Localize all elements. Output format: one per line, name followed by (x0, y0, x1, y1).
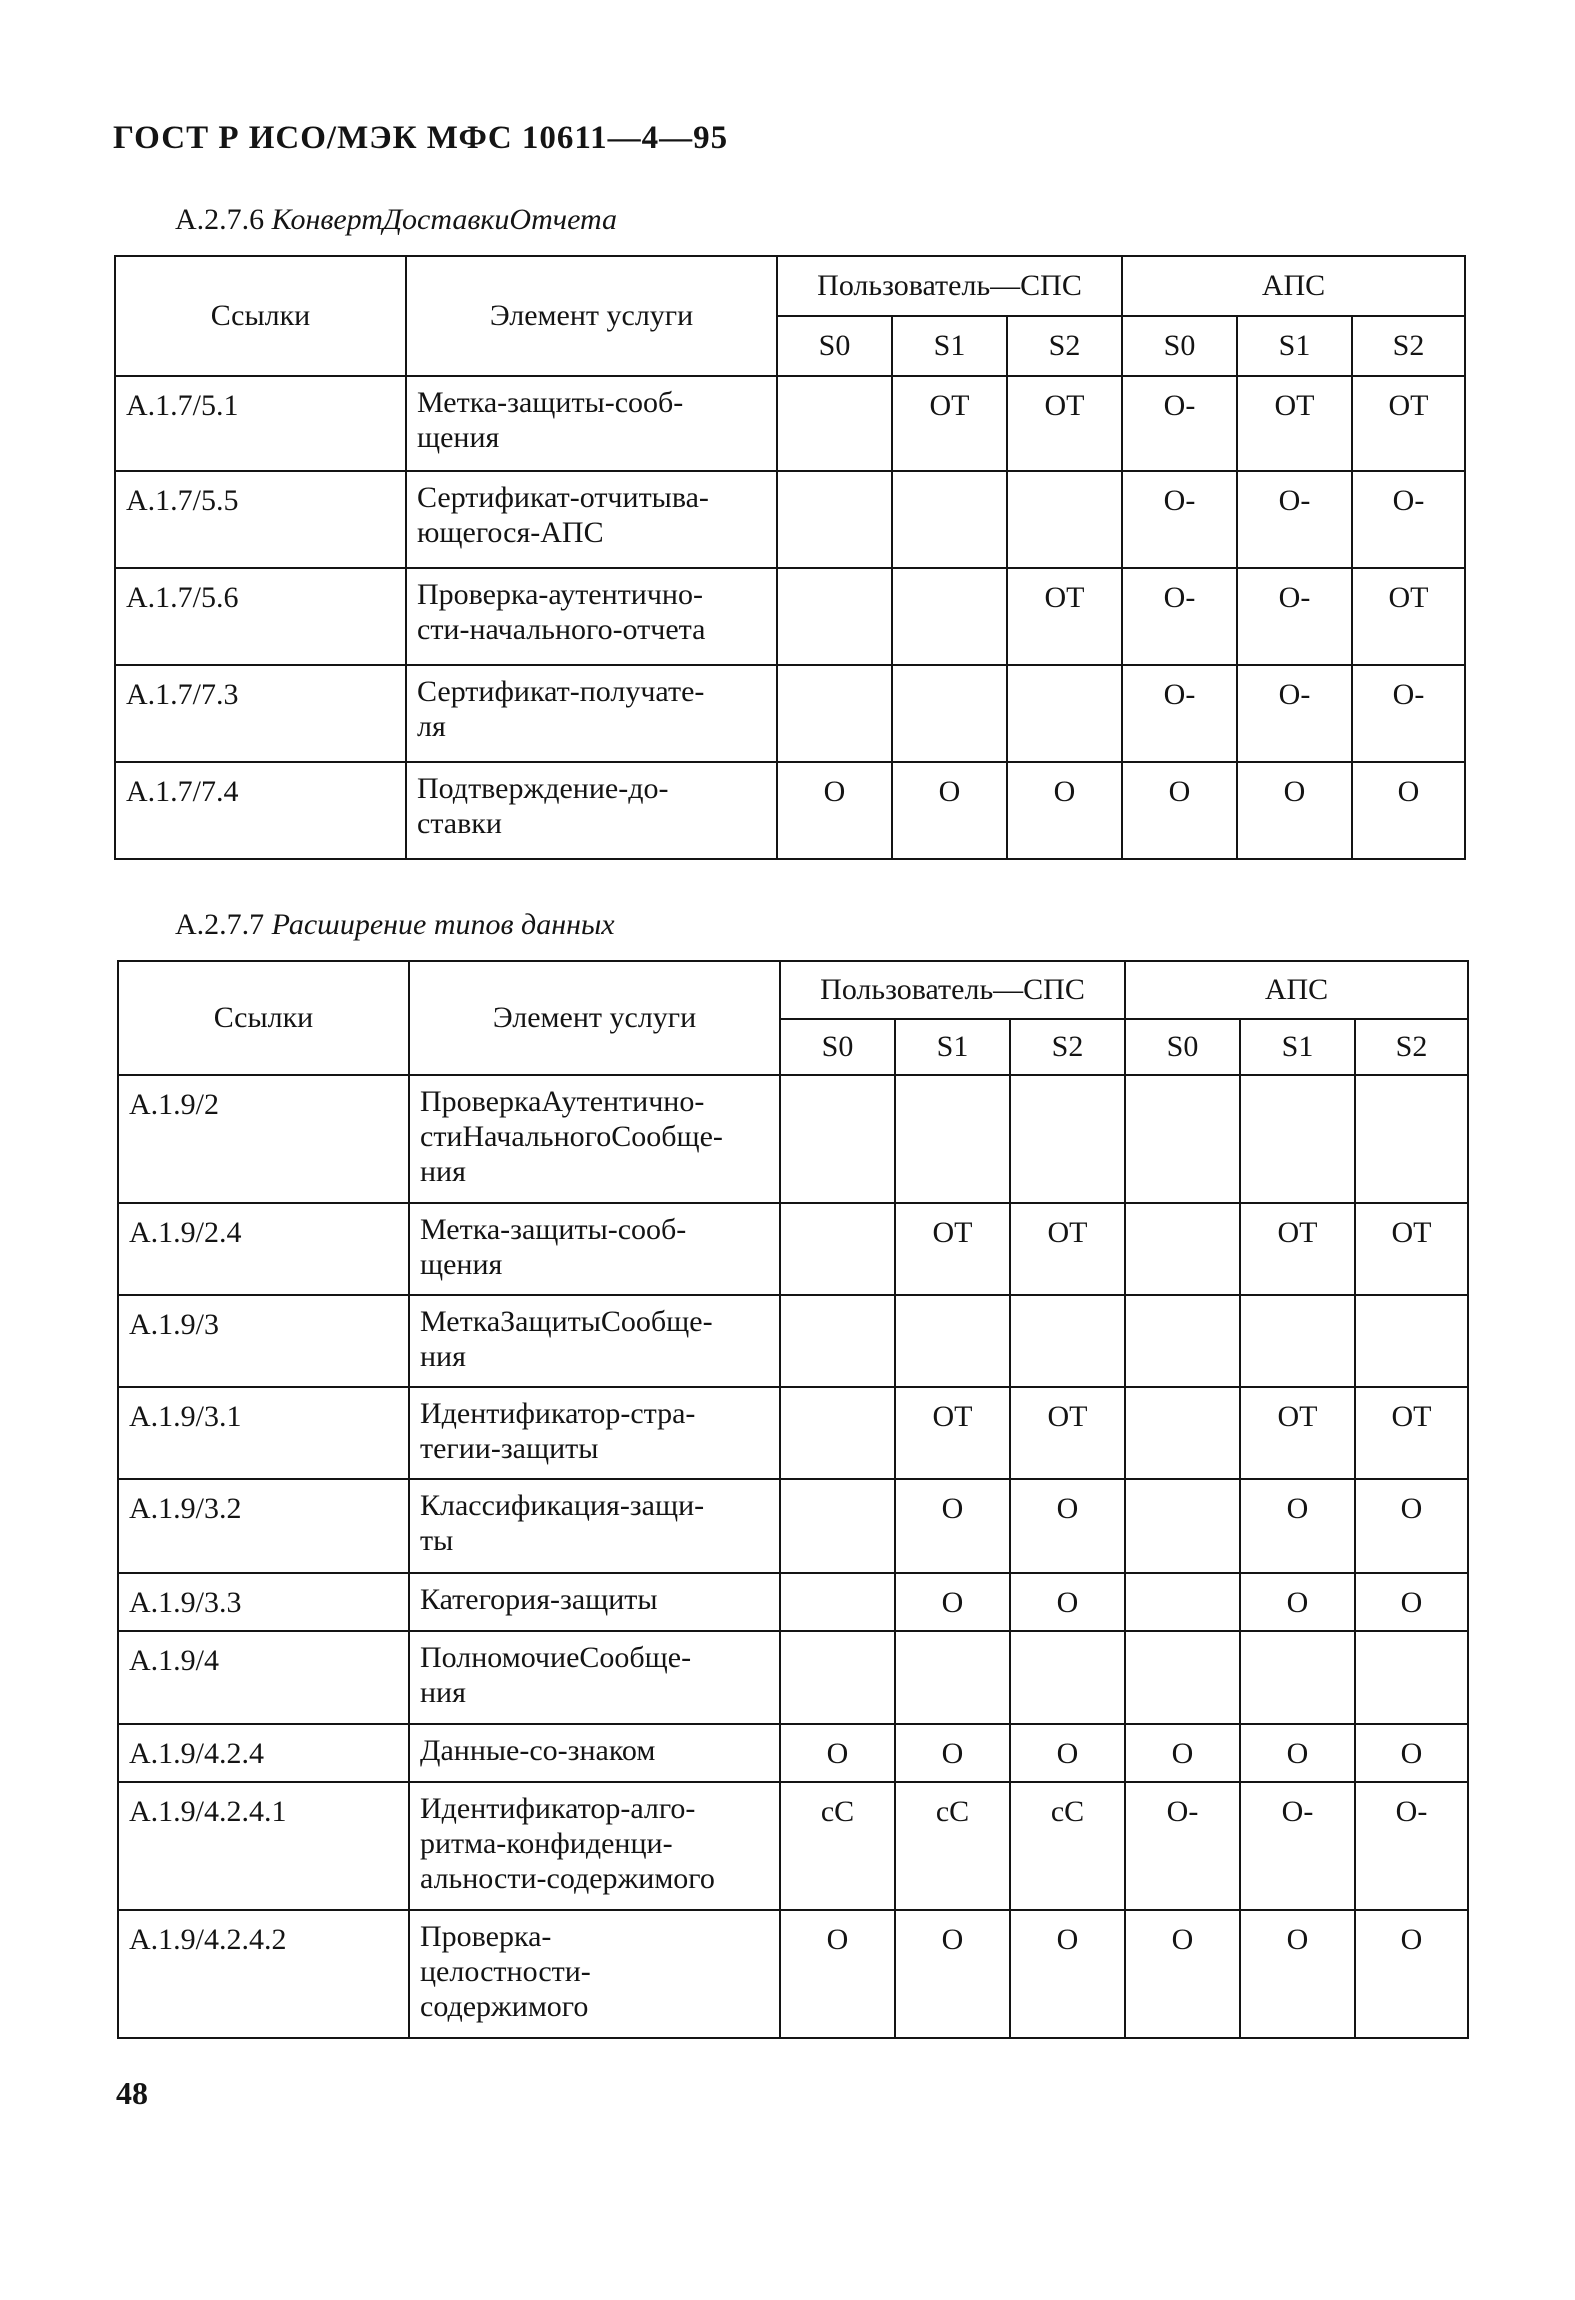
row-ref: А.1.9/3.3 (118, 1573, 409, 1631)
header-sub: S0 (780, 1019, 895, 1075)
row-value: О- (1237, 665, 1352, 762)
table-row (118, 1724, 1468, 1782)
row-value: О (1355, 1479, 1468, 1573)
table-row (118, 1631, 1468, 1724)
element-line: Метка-защиты-сооб- (420, 1213, 687, 1246)
table-row (118, 1295, 1468, 1387)
header-sub: S1 (892, 316, 1007, 376)
row-value (1125, 1573, 1240, 1631)
element-line: сти-начального-отчета (417, 613, 706, 646)
element-line: ля (417, 710, 446, 743)
row-value (780, 1573, 895, 1631)
row-element (406, 376, 777, 471)
page-number: 48 (116, 2075, 148, 2111)
row-value (892, 665, 1007, 762)
row-element (409, 1203, 780, 1295)
table2-number: А.2.7.7 (175, 908, 265, 941)
row-value: ОТ (1237, 376, 1352, 471)
row-value: О- (1122, 471, 1237, 568)
header-sub: S1 (895, 1019, 1010, 1075)
row-value: О- (1352, 471, 1465, 568)
row-value (777, 471, 892, 568)
row-ref: А.1.7/5.5 (115, 471, 406, 568)
row-ref: А.1.7/5.6 (115, 568, 406, 665)
table-row (115, 762, 1465, 859)
element-line: щения (417, 421, 500, 454)
header-sub: S0 (1122, 316, 1237, 376)
row-value (780, 1075, 895, 1203)
table-row (118, 1910, 1468, 2038)
row-value: О (1010, 1724, 1125, 1782)
row-element (409, 1573, 780, 1631)
table-row (118, 1075, 1468, 1203)
element-line: Категория-защиты (420, 1583, 658, 1616)
row-value: ОТ (1355, 1203, 1468, 1295)
element-line: Метка-защиты-сооб- (417, 386, 684, 419)
row-ref: А.1.7/5.1 (115, 376, 406, 471)
row-element (409, 1075, 780, 1203)
table1-number: А.2.7.6 (175, 203, 265, 236)
row-ref: А.1.9/4.2.4 (118, 1724, 409, 1782)
element-line: тегии-защиты (420, 1432, 599, 1465)
row-value: ОТ (1355, 1387, 1468, 1479)
table-row (115, 568, 1465, 665)
element-line: Данные-со-знаком (420, 1734, 656, 1767)
row-value: О (1125, 1724, 1240, 1782)
row-value: О (1237, 762, 1352, 859)
element-line: щения (420, 1248, 503, 1281)
table-row (118, 1782, 1468, 1910)
header-group-aps: АПС (1125, 961, 1468, 1019)
element-line: ния (420, 1340, 466, 1373)
row-element (409, 1782, 780, 1910)
table-row (118, 1387, 1468, 1479)
element-line: содержимого (420, 1990, 589, 2023)
element-line: альности-содержимого (420, 1862, 715, 1895)
row-value (895, 1295, 1010, 1387)
element-line: Проверка-аутентично- (417, 578, 703, 611)
row-element (406, 762, 777, 859)
header-group-user: Пользователь—СПС (780, 961, 1125, 1019)
row-value (1010, 1631, 1125, 1724)
row-value (1125, 1203, 1240, 1295)
row-value: О (1355, 1724, 1468, 1782)
row-value: О- (1122, 376, 1237, 471)
row-value: ОТ (1240, 1387, 1355, 1479)
row-value: ОТ (892, 376, 1007, 471)
element-line: ритма-конфиденци- (420, 1827, 673, 1860)
row-value (780, 1203, 895, 1295)
row-element (409, 1910, 780, 2038)
row-value (1125, 1075, 1240, 1203)
header-sub: S0 (777, 316, 892, 376)
row-value: сС (1010, 1782, 1125, 1910)
row-value: ОТ (1352, 568, 1465, 665)
header-element: Элемент услуги (406, 256, 777, 376)
row-value (1240, 1631, 1355, 1724)
table-row (118, 1479, 1468, 1573)
header-sub: S2 (1352, 316, 1465, 376)
row-element (406, 471, 777, 568)
header-sub: S1 (1237, 316, 1352, 376)
row-value: О (780, 1910, 895, 2038)
row-value: ОТ (1007, 568, 1122, 665)
row-value: О (1240, 1724, 1355, 1782)
table2-caption (175, 908, 615, 942)
row-value: ОТ (895, 1387, 1010, 1479)
row-value (780, 1631, 895, 1724)
table-row (118, 1203, 1468, 1295)
element-line: Идентификатор-стра- (420, 1397, 696, 1430)
row-value (1240, 1075, 1355, 1203)
row-value (895, 1631, 1010, 1724)
header-sub: S0 (1125, 1019, 1240, 1075)
row-value (1125, 1387, 1240, 1479)
row-ref: А.1.7/7.3 (115, 665, 406, 762)
row-ref: А.1.9/2.4 (118, 1203, 409, 1295)
table-row (115, 376, 1465, 471)
row-value (780, 1479, 895, 1573)
row-value: О (895, 1573, 1010, 1631)
header-element: Элемент услуги (409, 961, 780, 1075)
row-value: О- (1237, 568, 1352, 665)
row-value: О- (1122, 665, 1237, 762)
row-value: О (780, 1724, 895, 1782)
row-value (1007, 665, 1122, 762)
row-value (777, 568, 892, 665)
row-value: О (1125, 1910, 1240, 2038)
row-value: сС (780, 1782, 895, 1910)
row-value (1125, 1295, 1240, 1387)
row-element (409, 1631, 780, 1724)
row-value (1010, 1295, 1125, 1387)
row-element (406, 665, 777, 762)
row-ref: А.1.9/4.2.4.1 (118, 1782, 409, 1910)
header-sub: S1 (1240, 1019, 1355, 1075)
header-refs: Ссылки (118, 961, 409, 1075)
row-ref: А.1.9/3 (118, 1295, 409, 1387)
page-header: ГОСТ Р ИСО/МЭК МФС 10611—4—95 (113, 120, 729, 156)
row-value: О- (1355, 1782, 1468, 1910)
element-line: Идентификатор-алго- (420, 1792, 696, 1825)
row-value (1010, 1075, 1125, 1203)
row-value: О (1010, 1573, 1125, 1631)
row-value (892, 568, 1007, 665)
row-value: О (892, 762, 1007, 859)
row-value: О (895, 1910, 1010, 2038)
row-value: ОТ (1010, 1387, 1125, 1479)
element-line: ПолномочиеСообще- (420, 1641, 692, 1674)
row-ref: А.1.9/2 (118, 1075, 409, 1203)
element-line: Классификация-защи- (420, 1489, 705, 1522)
row-element (409, 1724, 780, 1782)
element-line: ПроверкаАутентично- (420, 1085, 705, 1118)
row-element (409, 1295, 780, 1387)
element-line: целостности- (420, 1955, 591, 1988)
element-line: ния (420, 1155, 466, 1188)
row-ref: А.1.9/3.2 (118, 1479, 409, 1573)
row-value (777, 376, 892, 471)
row-value: О- (1240, 1782, 1355, 1910)
row-value: О (1355, 1573, 1468, 1631)
element-line: ставки (417, 807, 502, 840)
element-line: Подтверждение-до- (417, 772, 669, 805)
row-value: О (895, 1724, 1010, 1782)
header-sub: S2 (1007, 316, 1122, 376)
element-line: Сертификат-получате- (417, 675, 705, 708)
row-value: сС (895, 1782, 1010, 1910)
element-line: Проверка- (420, 1920, 552, 1953)
row-value (1007, 471, 1122, 568)
header-group-aps: АПС (1122, 256, 1465, 316)
table-row (118, 1573, 1468, 1631)
row-value: О- (1237, 471, 1352, 568)
row-value (892, 471, 1007, 568)
row-ref: А.1.7/7.4 (115, 762, 406, 859)
row-value: О- (1125, 1782, 1240, 1910)
row-value: О- (1352, 665, 1465, 762)
header-refs: Ссылки (115, 256, 406, 376)
row-value: О (1240, 1479, 1355, 1573)
row-value: О (1240, 1910, 1355, 2038)
row-value (1240, 1295, 1355, 1387)
element-line: стиНачальногоСообще- (420, 1120, 723, 1153)
row-element (409, 1479, 780, 1573)
row-value (780, 1295, 895, 1387)
row-ref: А.1.9/3.1 (118, 1387, 409, 1479)
table2 (117, 960, 1469, 2039)
element-line: МеткаЗащитыСообще- (420, 1305, 713, 1338)
row-value: О (1352, 762, 1465, 859)
row-value: О (1007, 762, 1122, 859)
row-value: ОТ (1007, 376, 1122, 471)
row-value (1355, 1295, 1468, 1387)
row-value: О- (1122, 568, 1237, 665)
table1-title: КонвертДоставкиОтчета (271, 203, 618, 236)
row-value (1355, 1075, 1468, 1203)
element-line: ющегося-АПС (417, 516, 604, 549)
row-ref: А.1.9/4.2.4.2 (118, 1910, 409, 2038)
table1 (114, 255, 1466, 860)
table1-caption (175, 203, 617, 237)
row-value (780, 1387, 895, 1479)
element-line: ты (420, 1524, 454, 1557)
header-sub: S2 (1010, 1019, 1125, 1075)
row-value (777, 665, 892, 762)
table-row (115, 665, 1465, 762)
row-value: О (1240, 1573, 1355, 1631)
row-value: О (1355, 1910, 1468, 2038)
row-value: О (895, 1479, 1010, 1573)
row-value (1125, 1631, 1240, 1724)
header-group-user: Пользователь—СПС (777, 256, 1122, 316)
row-value: О (777, 762, 892, 859)
element-line: ния (420, 1676, 466, 1709)
row-element (406, 568, 777, 665)
table-row (115, 471, 1465, 568)
table2-title: Расширение типов данных (271, 908, 615, 941)
header-sub: S2 (1355, 1019, 1468, 1075)
row-value: О (1122, 762, 1237, 859)
row-value: ОТ (1352, 376, 1465, 471)
row-value (895, 1075, 1010, 1203)
row-value: ОТ (895, 1203, 1010, 1295)
row-value: ОТ (1010, 1203, 1125, 1295)
row-value (1125, 1479, 1240, 1573)
row-value (1355, 1631, 1468, 1724)
row-element (409, 1387, 780, 1479)
row-value: ОТ (1240, 1203, 1355, 1295)
element-line: Сертификат-отчитыва- (417, 481, 709, 514)
row-ref: А.1.9/4 (118, 1631, 409, 1724)
row-value: О (1010, 1910, 1125, 2038)
row-value: О (1010, 1479, 1125, 1573)
